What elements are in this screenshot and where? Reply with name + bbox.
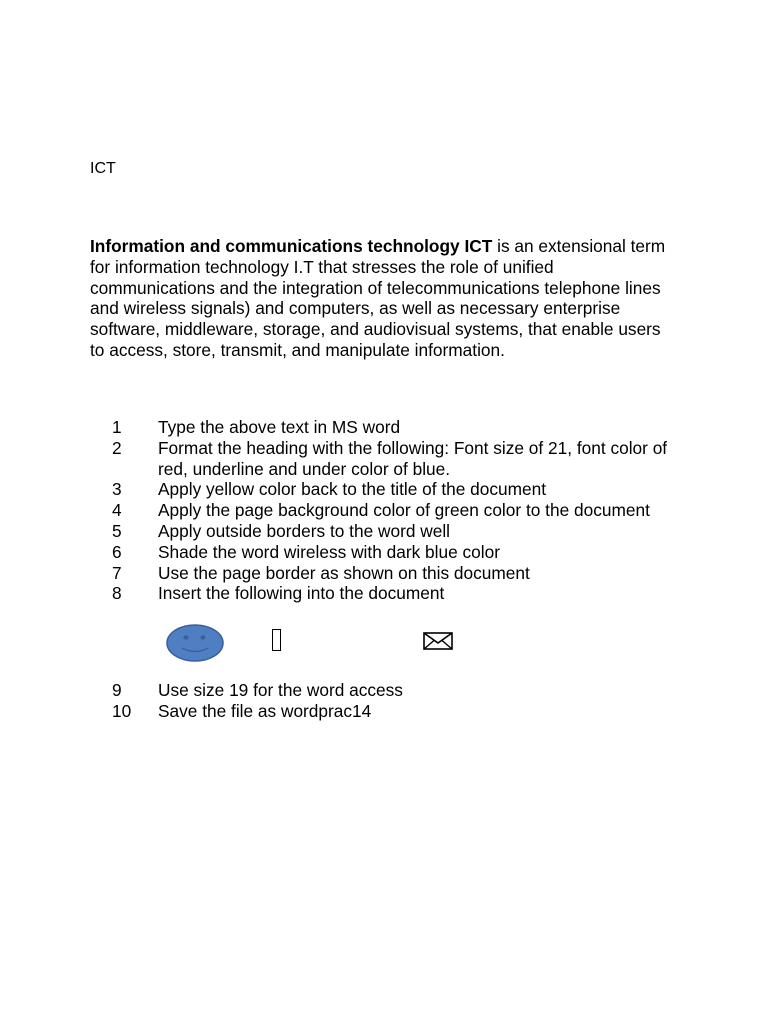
list-item-number: 8 xyxy=(112,583,122,604)
list-item xyxy=(112,479,692,500)
inserted-symbols xyxy=(0,618,768,668)
smiley-face-body xyxy=(167,625,223,661)
list-item-text xyxy=(158,701,692,722)
list-item xyxy=(112,500,692,521)
list-item-text xyxy=(158,680,692,701)
list-item-line: Apply yellow color back to the title of the document xyxy=(158,479,547,500)
list-item-text xyxy=(158,479,692,500)
list-item-text xyxy=(158,521,692,542)
list-item-line: Apply outside borders to the word well xyxy=(158,520,451,541)
list-item xyxy=(112,438,692,480)
list-item xyxy=(112,542,692,563)
envelope-icon xyxy=(423,631,453,651)
list-item xyxy=(112,521,692,542)
list-item-line: Type the above text in MS word xyxy=(158,417,401,437)
list-item-text xyxy=(158,542,692,563)
list-item-number: 7 xyxy=(112,562,122,583)
intro-line-2: for information technology I.T that stresses the role of unified xyxy=(90,256,554,277)
list-item-number: 6 xyxy=(112,541,122,562)
list-item-line: Save the file as wordprac14 xyxy=(158,700,372,721)
list-item-line: Insert the following into the document xyxy=(158,583,445,604)
list-item xyxy=(112,417,692,438)
list-item xyxy=(112,583,692,604)
intro-line-1 xyxy=(90,236,690,257)
list-item-number: 2 xyxy=(112,437,122,458)
document-title: ICT xyxy=(90,160,116,177)
list-item xyxy=(112,701,692,722)
list-item-text xyxy=(158,563,692,584)
instruction-list xyxy=(112,417,692,604)
intro-line-1-rest: is an extensional term xyxy=(492,236,666,256)
list-item-line: red, underline and under color of blue. xyxy=(158,458,451,479)
intro-line-5: software, middleware, storage, and audiovisual systems, that enable users xyxy=(90,319,661,340)
list-item-number: 10 xyxy=(112,700,132,721)
intro-line-6: to access, store, transmit, and manipulate information. xyxy=(90,339,505,360)
list-item-number: 1 xyxy=(112,417,122,437)
list-item-line: Use the page border as shown on this document xyxy=(158,562,530,583)
list-item-line: Use size 19 for the word access xyxy=(158,680,403,700)
list-item-number: 4 xyxy=(112,500,122,521)
list-item-text xyxy=(158,583,692,604)
smiley-right-eye xyxy=(200,635,205,639)
list-item-line: Apply the page background color of green color to the document xyxy=(158,500,650,521)
smiley-face-icon xyxy=(166,624,224,662)
list-item-number: 9 xyxy=(112,680,122,700)
intro-line-4: and wireless signals) and computers, as well as necessary enterprise xyxy=(90,298,621,319)
list-item-text xyxy=(158,500,692,521)
list-item-number: 3 xyxy=(112,479,122,500)
list-item-text xyxy=(158,438,692,480)
intro-paragraph xyxy=(90,236,690,361)
intro-bold-term: Information and communications technology ICT xyxy=(90,236,493,256)
list-item-line: Format the heading with the following: Font size of 21, font color of xyxy=(158,437,668,458)
list-item xyxy=(112,680,692,701)
list-item-line: Shade the word wireless with dark blue color xyxy=(158,541,500,562)
intro-line-3: communications and the integration of telecommunications telephone lines xyxy=(90,277,661,298)
list-item xyxy=(112,563,692,584)
missing-glyph-box-icon xyxy=(272,629,281,651)
smiley-left-eye xyxy=(183,635,188,639)
list-item-text xyxy=(158,417,692,438)
instruction-list-continued xyxy=(112,680,692,722)
list-item-number: 5 xyxy=(112,520,122,541)
